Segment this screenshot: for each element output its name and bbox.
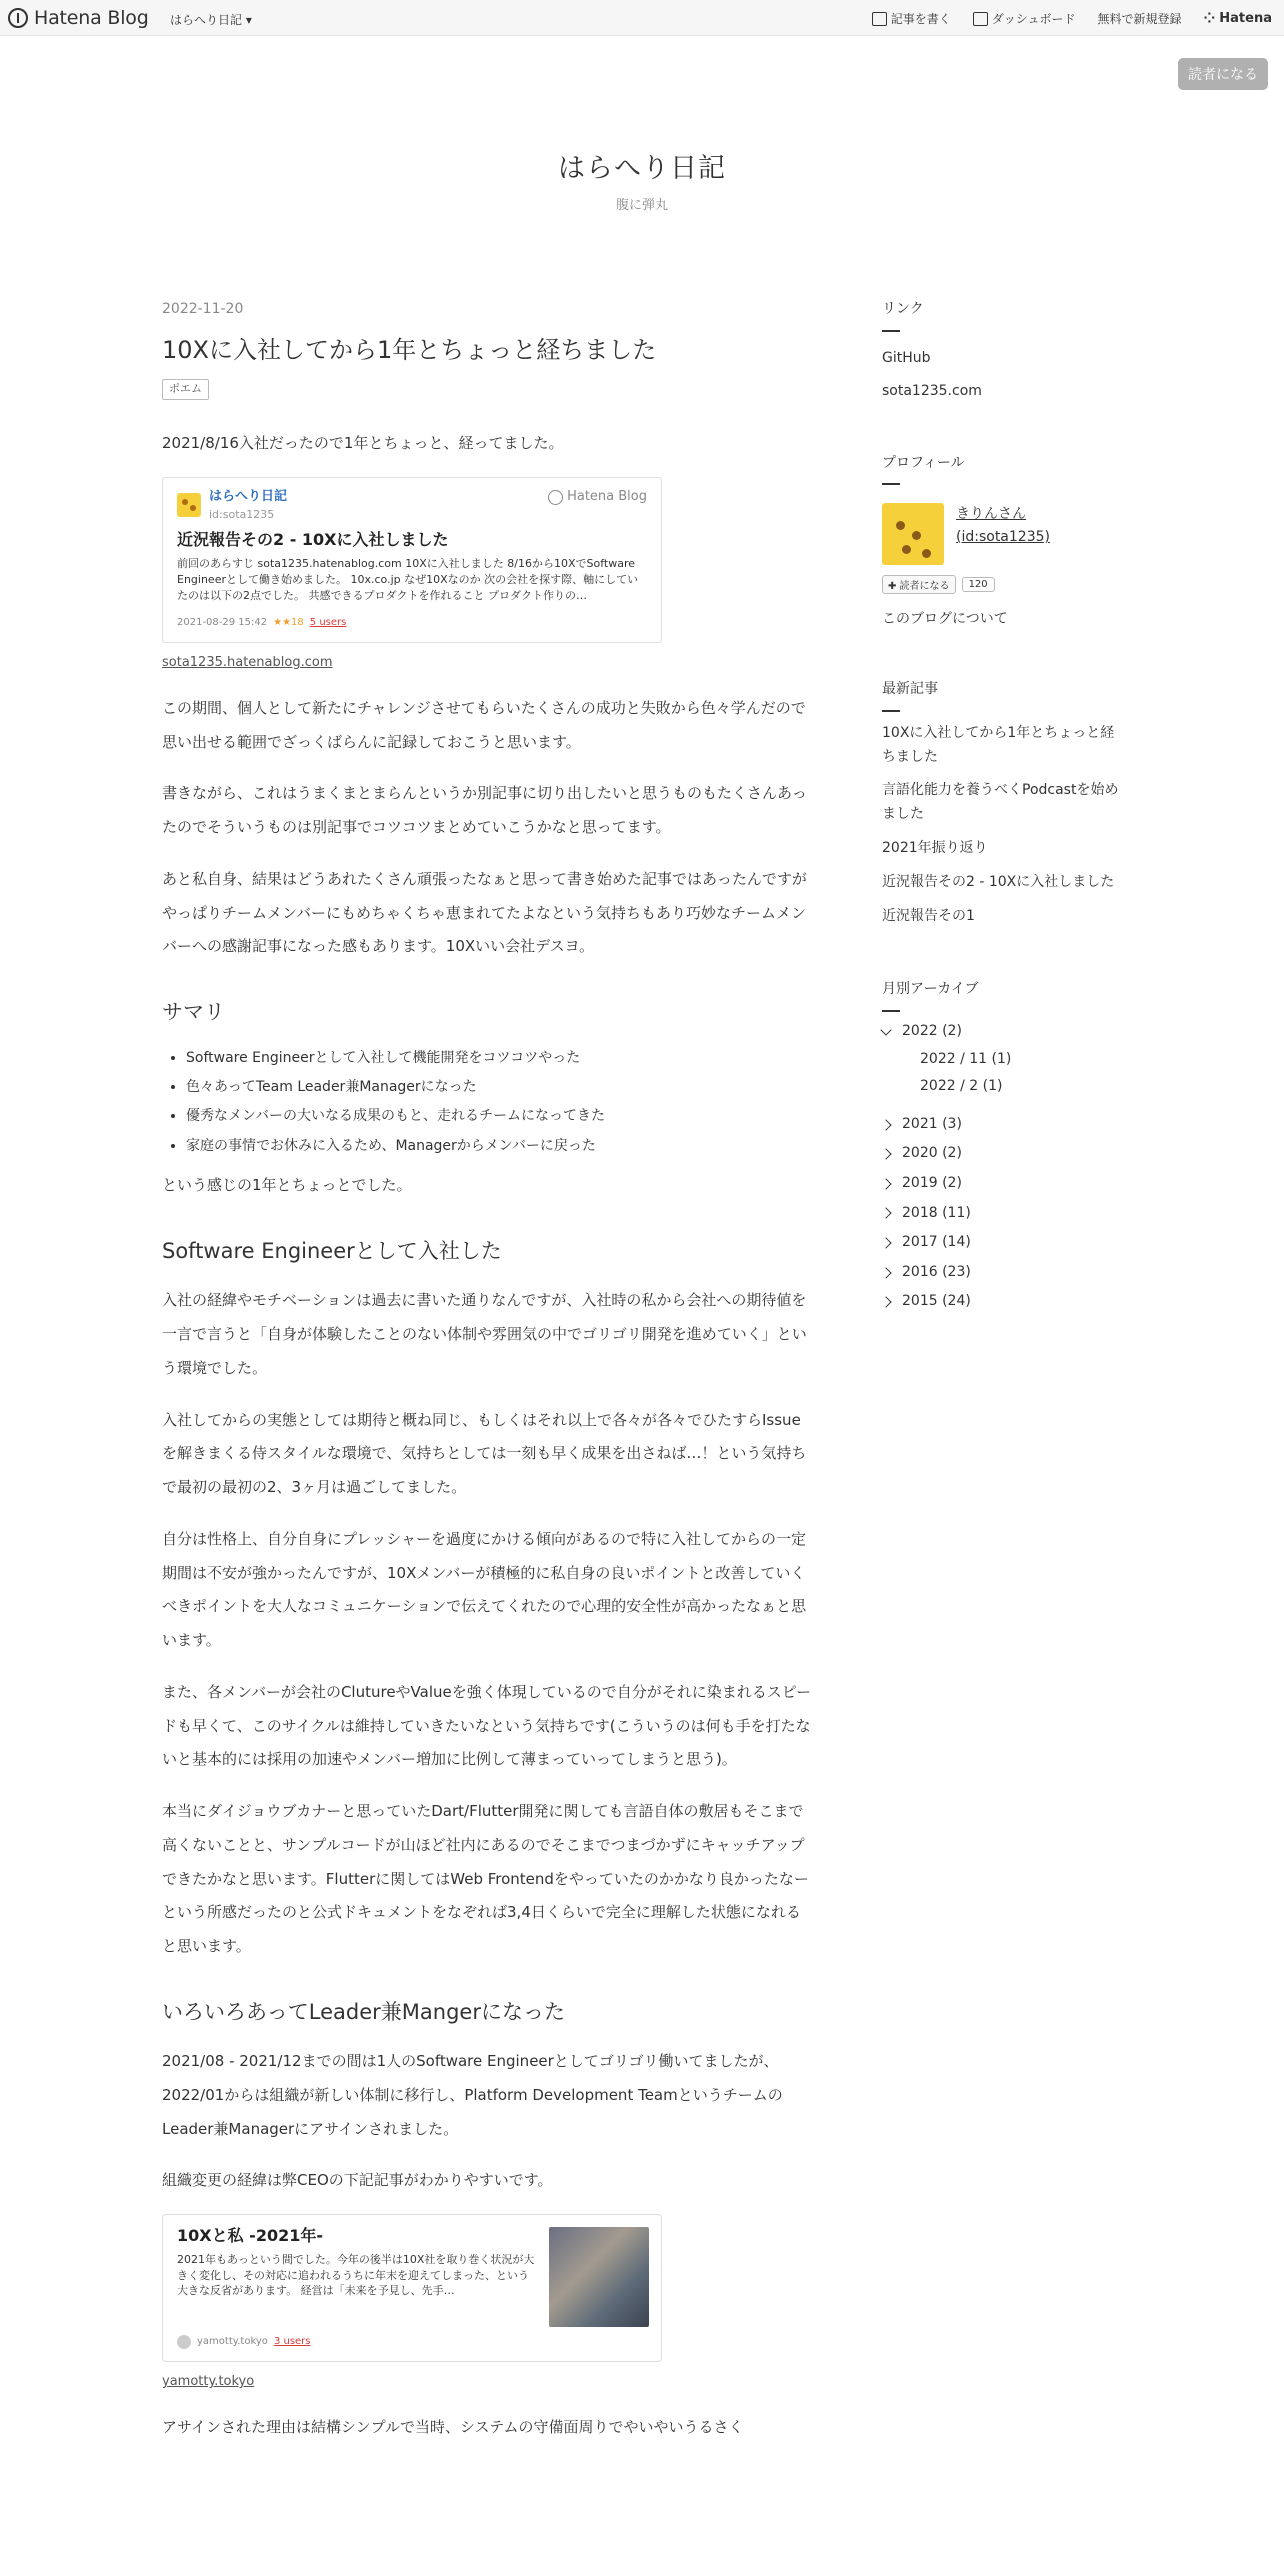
- embed-blog-id: id:sota1235: [209, 507, 275, 521]
- archive-year-row[interactable]: [882, 1144, 1122, 1164]
- title-underline: [882, 483, 900, 485]
- summary-list: [162, 1044, 812, 1162]
- list-item: • Software Engineerとして入社して機能開発をコツコツやった: [186, 1044, 812, 1073]
- hatena-blog-logo[interactable]: [8, 7, 149, 29]
- embed2-title[interactable]: 10Xと私 -2021年-: [177, 2226, 323, 2246]
- recent-entry-link[interactable]: 言語化能力を養うべくPodcastを始めました: [882, 782, 1119, 823]
- archive-month-link[interactable]: 2022 / 2 (1): [920, 1078, 1003, 1095]
- sidebar: [882, 300, 1122, 1312]
- paragraph-5: 入社してからの実態としては期待と概ね同じ、もしくはそれ以上で各々が各々でひたすらIssueを解きまくる侍スタイルな環境で、気持ちとしては一刻も早く成果を出さねば…！という気持ちで最初の最初の2、3ヶ月は過ごしてました。: [162, 1410, 807, 1497]
- paragraph-intro: 2021/8/16入社だったので1年とちょっと、経ってました。: [162, 433, 564, 452]
- archive-year-row[interactable]: [882, 1115, 1122, 1135]
- hatena-dots-icon: ⁘: [1203, 10, 1216, 27]
- entry-article: [162, 300, 812, 2445]
- paragraph-2: 書きながら、これはうまくまとまらんというか別記事に切り出したいと思うものもたくさんあったのでそういうものは別記事でコツコツまとめていこうかなと思ってます。: [162, 784, 807, 837]
- list-item: • 優秀なメンバーの大いなる成果のもと、走れるチームになってきた: [186, 1102, 812, 1131]
- hatena-logo-icon: [8, 8, 28, 28]
- dashboard-link[interactable]: [973, 10, 1076, 27]
- archive-module: [882, 980, 1122, 1312]
- dashboard-icon: [973, 12, 988, 26]
- recent-entry-link[interactable]: 近況報告その1: [882, 907, 975, 924]
- heading-leader-manager: いろいろあってLeader兼Mangerになった: [162, 1999, 565, 2024]
- chevron-right-icon[interactable]: [880, 1237, 891, 1248]
- archive-month-link[interactable]: 2022 / 11 (1): [920, 1050, 1012, 1067]
- group-photo-thumbnail[interactable]: [549, 2227, 649, 2327]
- embed-hatena-logo: [548, 488, 647, 507]
- entry-date[interactable]: 2022-11-20: [162, 301, 244, 317]
- archive-year-label[interactable]: 2015 (24): [902, 1293, 971, 1310]
- embed-entry-date: 2021-08-29 15:42: [177, 616, 268, 628]
- recent-entry-link[interactable]: 10Xに入社してから1年とちょっと経ちました: [882, 724, 1115, 765]
- entry-title[interactable]: 10Xに入社してから1年とちょっと経ちました: [162, 335, 657, 364]
- chevron-right-icon[interactable]: [880, 1267, 891, 1278]
- chevron-right-icon[interactable]: [880, 1296, 891, 1307]
- paragraph-3: あと私自身、結果はどうあれたくさん頑張ったなぁと思って書き始めた記事ではあったんですがやっぱりチームメンバーにもめちゃくちゃ恵まれてたよなという気持ちもあり巧妙なチームメンバーへの感謝記事になった感もあります。10Xいい会社デスヨ。: [162, 869, 807, 956]
- profile-module: [882, 454, 1122, 629]
- paragraph-8: 本当にダイジョウブカナーと思っていたDart/Flutter開発に関しても言語自体の敷居もそこまで高くないことと、サンプルコードが山ほど社内にあるのでそこまでつまづかずにキャッチアップできたかなと思います。Flutterに関してはWeb Frontendをやっていたのかかなり良かったなーという所感だったのと公式ドキュメントをなぞれば3,4日くらいで完全に理解した状態になれると思います。: [162, 1802, 809, 1956]
- paragraph-7: また、各メンバーが会社のClutureやValueを強く体現しているので自分がそれに染まれるスピードも早くて、このサイクルは維持していきたいなという気持ちです(こういうのは何も手を打たないと基本的には採用の加速やメンバー増加に比例して薄まっていってしまうと思う)。: [162, 1682, 812, 1769]
- blog-card-embed[interactable]: [162, 477, 662, 643]
- list-item: • 家庭の事情でお休みに入るため、Managerからメンバーに戻った: [186, 1132, 812, 1161]
- source-link-sota1235[interactable]: sota1235.hatenablog.com: [162, 655, 333, 671]
- archive-year-row[interactable]: [882, 1233, 1122, 1253]
- signup-link[interactable]: [1098, 10, 1182, 27]
- archive-year-label[interactable]: 2017 (14): [902, 1234, 971, 1251]
- title-underline: [882, 1010, 900, 1012]
- links-module: [882, 300, 1122, 402]
- archive-year-2022[interactable]: [882, 1022, 1122, 1042]
- embed-entry-title[interactable]: 近況報告その2 - 10Xに入社しました: [177, 530, 449, 550]
- paragraph-10: 組織変更の経緯は弊CEOの下記記事がわかりやすいです。: [162, 2171, 553, 2190]
- about-blog-link[interactable]: このブログについて: [882, 611, 1008, 628]
- hatena-brand-link[interactable]: [1204, 11, 1272, 27]
- archive-year-row[interactable]: [882, 1263, 1122, 1283]
- embed2-site: yamotty.tokyo: [197, 2336, 268, 2348]
- pencil-icon: [872, 12, 887, 26]
- chevron-right-icon[interactable]: [880, 1119, 891, 1130]
- profile-name[interactable]: きりんさん: [956, 506, 1026, 523]
- subscriber-count[interactable]: 120: [962, 577, 995, 592]
- embed-blog-name[interactable]: はらへり日記: [209, 488, 288, 504]
- heading-software-engineer: Software Engineerとして入社した: [162, 1238, 502, 1263]
- chevron-down-icon[interactable]: [880, 1024, 891, 1035]
- archive-year-label[interactable]: 2019 (2): [902, 1174, 962, 1191]
- title-underline: [882, 710, 900, 712]
- external-card-embed[interactable]: [162, 2214, 662, 2362]
- signup-label: 無料で新規登録: [1097, 12, 1182, 26]
- subscribe-button[interactable]: 読者になる: [1178, 58, 1268, 90]
- links-title: リンク: [882, 301, 924, 317]
- profile-avatar[interactable]: [882, 503, 944, 565]
- embed-entry-description: 前回のあらすじ sota1235.hatenablog.com 10Xに入社しました 8/16から10XでSoftware Engineerとして働き始めました。 10x.co.jp なぜ10Xなのか 次の会社を探す際、軸にしていたのは以下の2点でした。 共感できるプロダクトを作れること プロダクト作りの…: [177, 556, 639, 602]
- embed-hatena-label: Hatena Blog: [567, 488, 647, 504]
- archive-title: 月別アーカイブ: [882, 981, 979, 998]
- link-github[interactable]: GitHub: [882, 349, 931, 366]
- global-header: [0, 0, 1284, 36]
- profile-title: プロフィール: [882, 454, 965, 471]
- blog-menu-label: はらへり日記: [170, 13, 243, 27]
- blog-title[interactable]: はらへり日記: [558, 153, 726, 184]
- site-favicon-icon: [177, 2335, 191, 2349]
- paragraph-9: 2021/08 - 2021/12までの間は1人のSoftware Engineerとしてゴリゴリ働いてましたが、2022/01からは組織が新しい体制に移行し、Platform Development TeamというチームのLeader兼Managerにアサインされました。: [162, 2052, 783, 2138]
- blog-avatar-icon: [177, 493, 201, 517]
- bookmark-users[interactable]: 3 users: [273, 2336, 311, 2348]
- paragraph-4: 入社の経緯やモチベーションは過去に書いた通りなんですが、入社時の私から会社への期待値を一言で言うと「自身が体験したことのない体制や雰囲気の中でゴリゴリ開発を進めていく」という環境でした。: [162, 1291, 807, 1377]
- write-entry-label: 記事を書く: [890, 12, 951, 26]
- source-link-yamotty[interactable]: yamotty.tokyo: [162, 2374, 255, 2390]
- archive-year-row[interactable]: [882, 1204, 1122, 1224]
- profile-id[interactable]: (id:sota1235): [956, 529, 1050, 546]
- paragraph-summary-after: という感じの1年とちょっとでした。: [162, 1176, 412, 1195]
- bookmark-users[interactable]: 5 users: [309, 616, 347, 628]
- recent-entry-link[interactable]: 2021年振り返り: [882, 839, 988, 856]
- archive-year-label[interactable]: 2020 (2): [902, 1145, 962, 1162]
- archive-year-label[interactable]: 2021 (3): [902, 1115, 962, 1132]
- archive-year-label[interactable]: 2018 (11): [902, 1204, 971, 1221]
- recent-entries-module: [882, 680, 1122, 928]
- list-item: • 色々あってTeam Leader兼Managerになった: [186, 1073, 812, 1102]
- paragraph-11: アサインされた理由は結構シンプルで当時、システムの守備面周りでやいやいうるさく: [162, 2417, 744, 2436]
- recent-title: 最新記事: [882, 681, 938, 698]
- paragraph-6: 自分は性格上、自分自身にプレッシャーを過度にかける傾向があるので特に入社してからの一定期間は不安が強かったんですが、10Xメンバーが積極的に私自身の良いポイントと改善していくべきポイントを大人なコミュニケーションで伝えてくれたので心理的安全性が高かったなぁと思います。: [162, 1529, 807, 1650]
- category-tag[interactable]: ポエム: [162, 379, 209, 400]
- caret-down-icon: ▾: [245, 13, 252, 27]
- paragraph-1: この期間、個人として新たにチャレンジさせてもらいたくさんの成功と失敗から色々学んだので思い出せる範囲でざっくばらんに記録しておこうと思います。: [162, 698, 806, 751]
- recent-entry-link[interactable]: 近況報告その2 - 10Xに入社しました: [882, 873, 1115, 890]
- write-entry-link[interactable]: [872, 10, 951, 27]
- chevron-right-icon[interactable]: [880, 1148, 891, 1159]
- chevron-right-icon[interactable]: [880, 1178, 891, 1189]
- link-sota1235[interactable]: sota1235.com: [882, 382, 982, 399]
- archive-year-row[interactable]: [882, 1174, 1122, 1194]
- dashboard-label: ダッシュボード: [991, 12, 1076, 26]
- star-count[interactable]: ★★18: [273, 616, 304, 628]
- hatena-brand-label: Hatena: [1219, 11, 1272, 26]
- blog-description: 腹に弾丸: [615, 198, 668, 213]
- archive-year-label[interactable]: 2016 (23): [902, 1263, 971, 1280]
- hatena-circle-icon: [548, 490, 563, 505]
- embed2-description: 2021年もあっという間でした。今年の後半は10X社を取り巻く状況が大きく変化し、その対応に追われるうちに年末を迎えてしまった、という大きな反省があります。 経営は「未来を予見し、先手…: [177, 2252, 535, 2298]
- title-underline: [882, 330, 900, 332]
- archive-year-label[interactable]: 2022 (2): [902, 1022, 962, 1039]
- heading-summary: サマリ: [162, 1000, 225, 1025]
- logo-text: Hatena Blog: [34, 7, 149, 29]
- blog-menu-dropdown[interactable]: [170, 11, 252, 28]
- chevron-right-icon[interactable]: [880, 1208, 891, 1219]
- profile-subscribe-button[interactable]: ✚ 読者になる: [882, 575, 956, 594]
- archive-year-row[interactable]: [882, 1292, 1122, 1312]
